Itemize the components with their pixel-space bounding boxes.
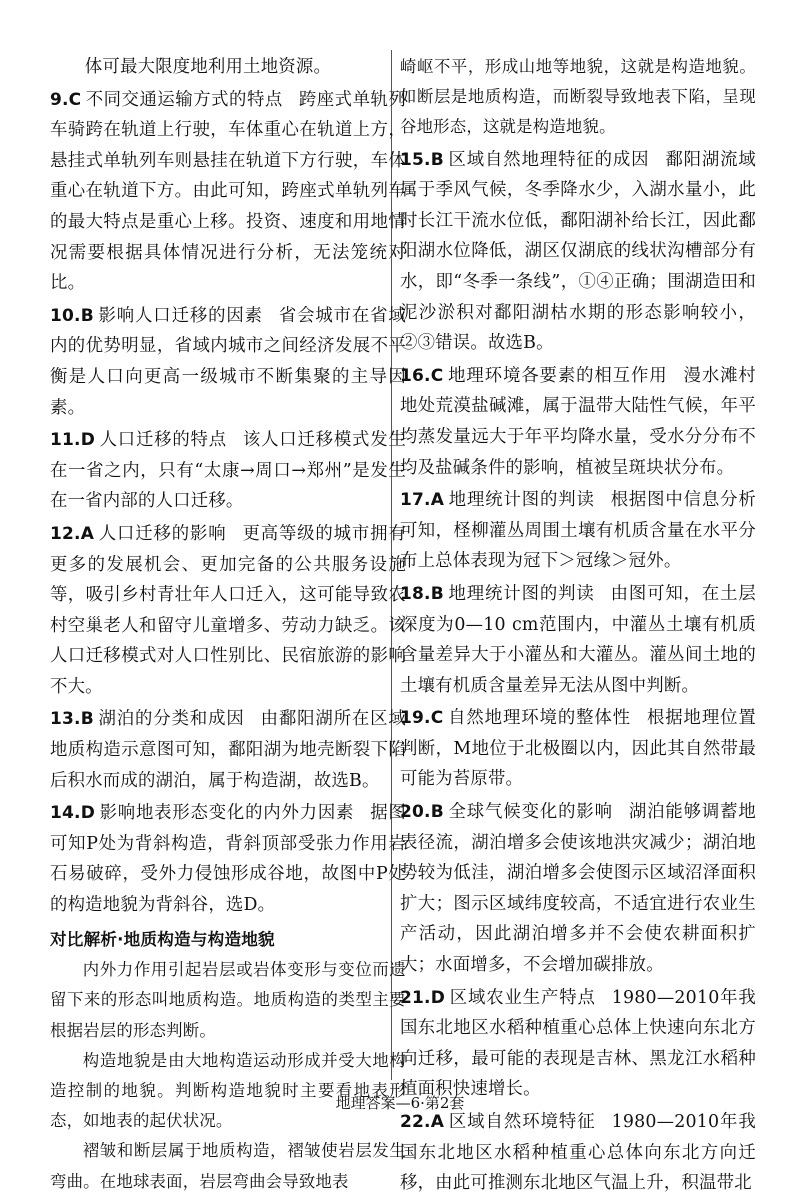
answer-topic: 影响地表形态变化的内外力因素 [99, 803, 355, 824]
answer-explanation: 漫水滩村地处荒漠盐碱滩，属于温带大陆性气候，年平均蒸发量远大于年平均降水量，受水分分布不均及盐碱条件的影响，植被呈斑块状分布。 [400, 365, 756, 478]
answer-explanation: 该人口迁移模式发生在一省之内，只有“太康→周口→郑州”是发生在一省内部的人口迁移。 [50, 430, 406, 512]
answer-topic: 人口迁移的特点 [99, 430, 227, 451]
answer-item-15 [400, 145, 756, 359]
page-footer: 地理答案—6·第2套 [335, 1094, 465, 1112]
answer-explanation: 省会城市在省域内的优势明显，省域内城市之间经济发展不平衡是人口向更高一级城市不断集聚的主导因素。 [50, 305, 406, 418]
answer-topic: 自然地理环境的整体性 [447, 708, 631, 729]
answer-item-9 [50, 85, 406, 299]
answer-number: 22.A [400, 1112, 445, 1133]
intro-text: 体可最大限度地利用土地资源。 [84, 57, 332, 77]
answer-number: 16.C [400, 365, 444, 386]
answer-topic: 区域农业生产特点 [449, 987, 596, 1008]
comparison-paragraph-2: 构造地貌是由大地构造运动形成并受大地构造控制的地貌。判断构造地貌时主要看地表形态，如地表的起伏状况。 [50, 1050, 406, 1131]
answer-explanation: 根据地理位置判断，M地位于北极圈以内，因此其自然带最可能为苔原带。 [400, 708, 756, 790]
answer-topic: 地理统计图的判读 [448, 490, 595, 511]
answer-explanation: 1980—2010年我国东北地区水稻种植重心总体向东北方向迁移，由此可推测东北地区气温上升，积温带北 [400, 1112, 756, 1194]
answer-explanation: 跨座式单轨列车骑跨在轨道上行驶，车体重心在轨道上方，悬挂式单轨列车则悬挂在轨道下方行驶，车体重心在轨道下方。由此可知，跨座式单轨列车的最大特点是重心上移。投资、速度和用地情况需要根据具体情况进行分析，无法笼统对比。 [50, 89, 406, 294]
answer-topic: 地理环境各要素的相互作用 [447, 365, 668, 386]
answer-topic: 区域自然环境特征 [448, 1112, 596, 1133]
answer-explanation: 1980—2010年我国东北地区水稻种植重心总体上快速向东北方向迁移，最可能的表现是吉林、黑龙江水稻种植面积快速增长。 [400, 987, 756, 1100]
answer-number: 11.D [50, 430, 96, 451]
answer-item-20 [400, 797, 756, 981]
answer-topic: 全球气候变化的影响 [447, 802, 613, 823]
answer-explanation: 根据图中信息分析可知，柽柳灌丛周围土壤有机质含量在水平分布上总体表现为冠下＞冠缘＞冠外。 [400, 490, 756, 572]
answer-number: 21.D [400, 987, 446, 1008]
answer-number: 19.C [400, 708, 444, 729]
answer-item-14 [50, 798, 406, 920]
answer-item-11 [50, 425, 406, 517]
comparison-paragraph-1: 内外力作用引起岩层或岩体变形与变位而遗留下来的形态叫地质构造。地质构造的类型主要根据岩层的形态判断。 [50, 960, 406, 1040]
answer-topic: 地理统计图的判读 [447, 583, 595, 604]
answer-number: 12.A [50, 523, 95, 544]
answer-item-21 [400, 983, 756, 1105]
answer-topic: 不同交通运输方式的特点 [85, 89, 283, 110]
answer-number: 13.B [50, 709, 94, 730]
answer-number: 17.A [400, 490, 445, 511]
answer-topic: 影响人口迁移的因素 [97, 305, 263, 326]
answer-topic: 区域自然地理特征的成因 [447, 149, 650, 170]
comparison-continued: 崎岖不平，形成山地等地貌，这就是构造地貌。如断层是地质构造，而断裂导致地表下陷，呈现谷地形态，这就是构造地貌。 [400, 57, 756, 137]
answer-number: 9.C [50, 89, 82, 110]
answer-explanation: 湖泊能够调蓄地表径流，湖泊增多会使该地洪灾减少；湖泊地势较为低洼，湖泊增多会使图示区域沼泽面积扩大；图示区域纬度较高，不适宜进行农业生产活动，因此湖泊增多并不会使农耕面积扩大；水面增多，不会增加碳排放。 [400, 802, 756, 976]
answer-topic: 湖泊的分类和成因 [97, 709, 245, 730]
answer-item-12 [50, 519, 406, 703]
answer-number: 14.D [50, 803, 96, 824]
answer-item-18 [400, 579, 756, 701]
answer-explanation: 据图可知P处为背斜构造，背斜顶部受张力作用岩石易破碎，受外力侵蚀形成谷地，故图中P处的构造地貌为背斜谷，选D。 [50, 803, 406, 916]
comparison-title: 对比解析·地质构造与构造地貌 [50, 929, 275, 949]
answer-explanation: 由图可知，在土层深度为0—10 cm范围内，中灌丛土壤有机质含量差异大于小灌丛和大灌丛。灌丛间土地的土壤有机质含量差异无法从图中判断。 [400, 583, 756, 696]
answer-item-17 [400, 485, 756, 577]
left-column [50, 52, 406, 1197]
answer-explanation: 鄱阳湖流域属于季风气候，冬季降水少，入湖水量小，此时长江干流水位低，鄱阳湖补给长江，因此鄱阳湖水位降低，湖区仅湖底的线状沟槽部分有水，即“冬季一条线”，①④正确；围湖造田和泥沙淤积对鄱阳湖枯水期的形态影响较小，②③错误。故选B。 [400, 149, 756, 354]
answer-explanation: 由鄱阳湖所在区域地质构造示意图可知，鄱阳湖为地壳断裂下陷后积水而成的湖泊，属于构造湖，故选B。 [50, 709, 406, 791]
answer-number: 20.B [400, 802, 444, 823]
answer-item-19 [400, 703, 756, 795]
answer-explanation: 更高等级的城市拥有更多的发展机会、更加完备的公共服务设施等，吸引乡村青壮年人口迁入，这可能导致农村空巢老人和留守儿童增多、劳动力缺乏。该人口迁移模式对人口性别比、民宿旅游的影响不大。 [50, 523, 406, 697]
answer-item-13 [50, 704, 406, 796]
answer-item-16 [400, 361, 756, 483]
answer-item-22 [400, 1107, 756, 1199]
right-column [400, 52, 756, 1201]
answer-number: 18.B [400, 583, 444, 604]
answer-number: 15.B [400, 149, 444, 170]
answer-item-10 [50, 301, 406, 423]
comparison-paragraph-3: 褶皱和断层属于地质构造，褶皱使岩层发生弯曲。在地球表面，岩层弯曲会导致地表 [50, 1141, 406, 1191]
answer-number: 10.B [50, 305, 94, 326]
answer-topic: 人口迁移的影响 [98, 523, 227, 544]
